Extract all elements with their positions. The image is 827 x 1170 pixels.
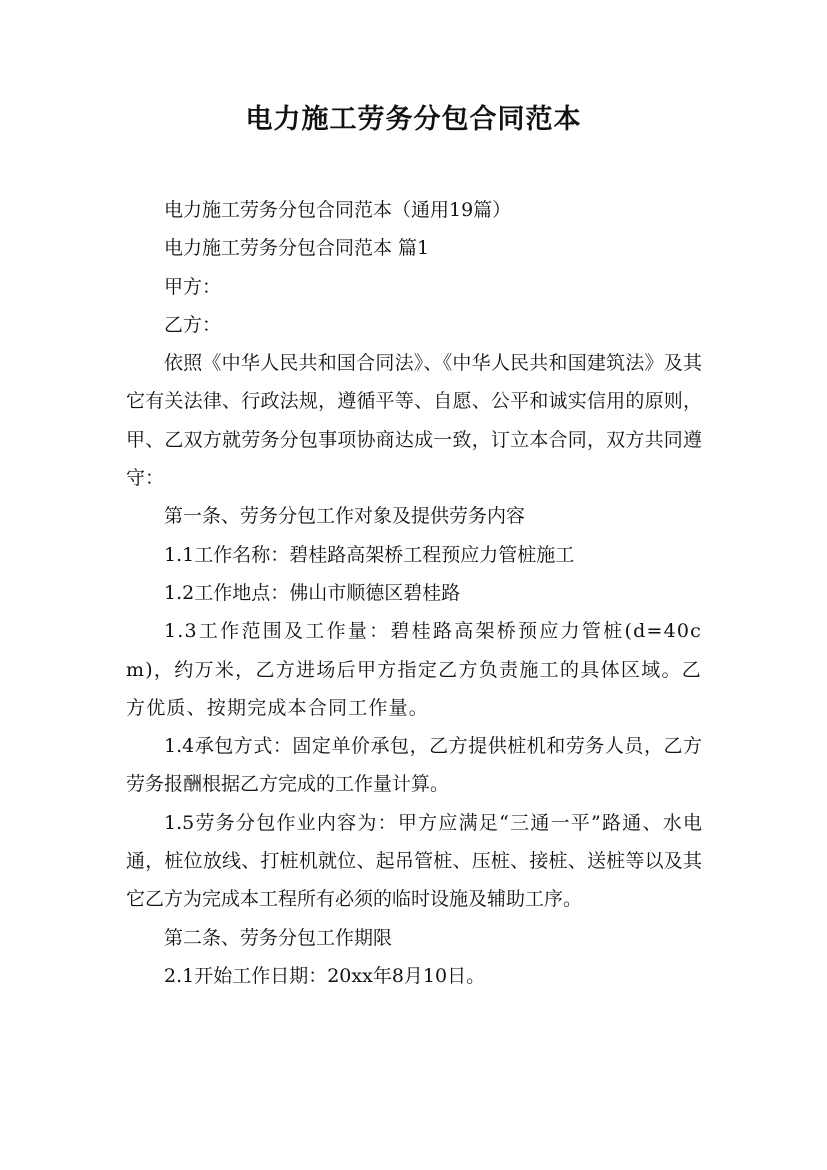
paragraph-subtitle: 电力施工劳务分包合同范本（通用19篇） [164, 199, 512, 221]
paragraph-clause-1-2: 1.2工作地点：佛山市顺德区碧桂路 [164, 581, 461, 604]
paragraph-article-2-heading: 第二条、劳务分包工作期限 [164, 926, 393, 949]
paragraph-clause-1-1: 1.1工作名称：碧桂路高架桥工程预应力管桩施工 [164, 543, 575, 566]
paragraph-party-b: 乙方： [164, 313, 222, 336]
document-title: 电力施工劳务分包合同范本 [245, 104, 582, 135]
paragraph-section-heading: 电力施工劳务分包合同范本 篇1 [164, 237, 430, 260]
paragraph-preamble: 依照《中华人民共和国合同法》、《中华人民共和国建筑法》及其它有关法律、行政法规，遵循平等、自愿、公平和诚实信用的原则，甲、乙双方就劳务分包事项协商达成一致，订立本合同，双方共同遵守： [126, 352, 702, 490]
paragraph-article-1-heading: 第一条、劳务分包工作对象及提供劳务内容 [164, 505, 526, 528]
paragraph-clause-1-3: 1.3工作范围及工作量：碧桂路高架桥预应力管桩(d=40cm)，约万米，乙方进场后甲方指定乙方负责施工的具体区域。乙方优质、按期完成本合同工作量。 [126, 620, 702, 719]
paragraph-clause-1-4: 1.4承包方式：固定单价承包，乙方提供桩机和劳务人员，乙方劳务报酬根据乙方完成的工作量计算。 [126, 735, 702, 796]
paragraph-party-a: 甲方： [164, 275, 222, 298]
paragraph-clause-1-5: 1.5劳务分包作业内容为：甲方应满足“三通一平”路通、水电通，桩位放线、打桩机就位、起吊管桩、压桩、接桩、送桩等以及其它乙方为完成本工程所有必须的临时设施及辅助工序。 [126, 811, 702, 911]
document-body [126, 191, 702, 995]
paragraph-clause-2-1: 2.1开始工作日期：20xx年8月10日。 [164, 964, 486, 987]
